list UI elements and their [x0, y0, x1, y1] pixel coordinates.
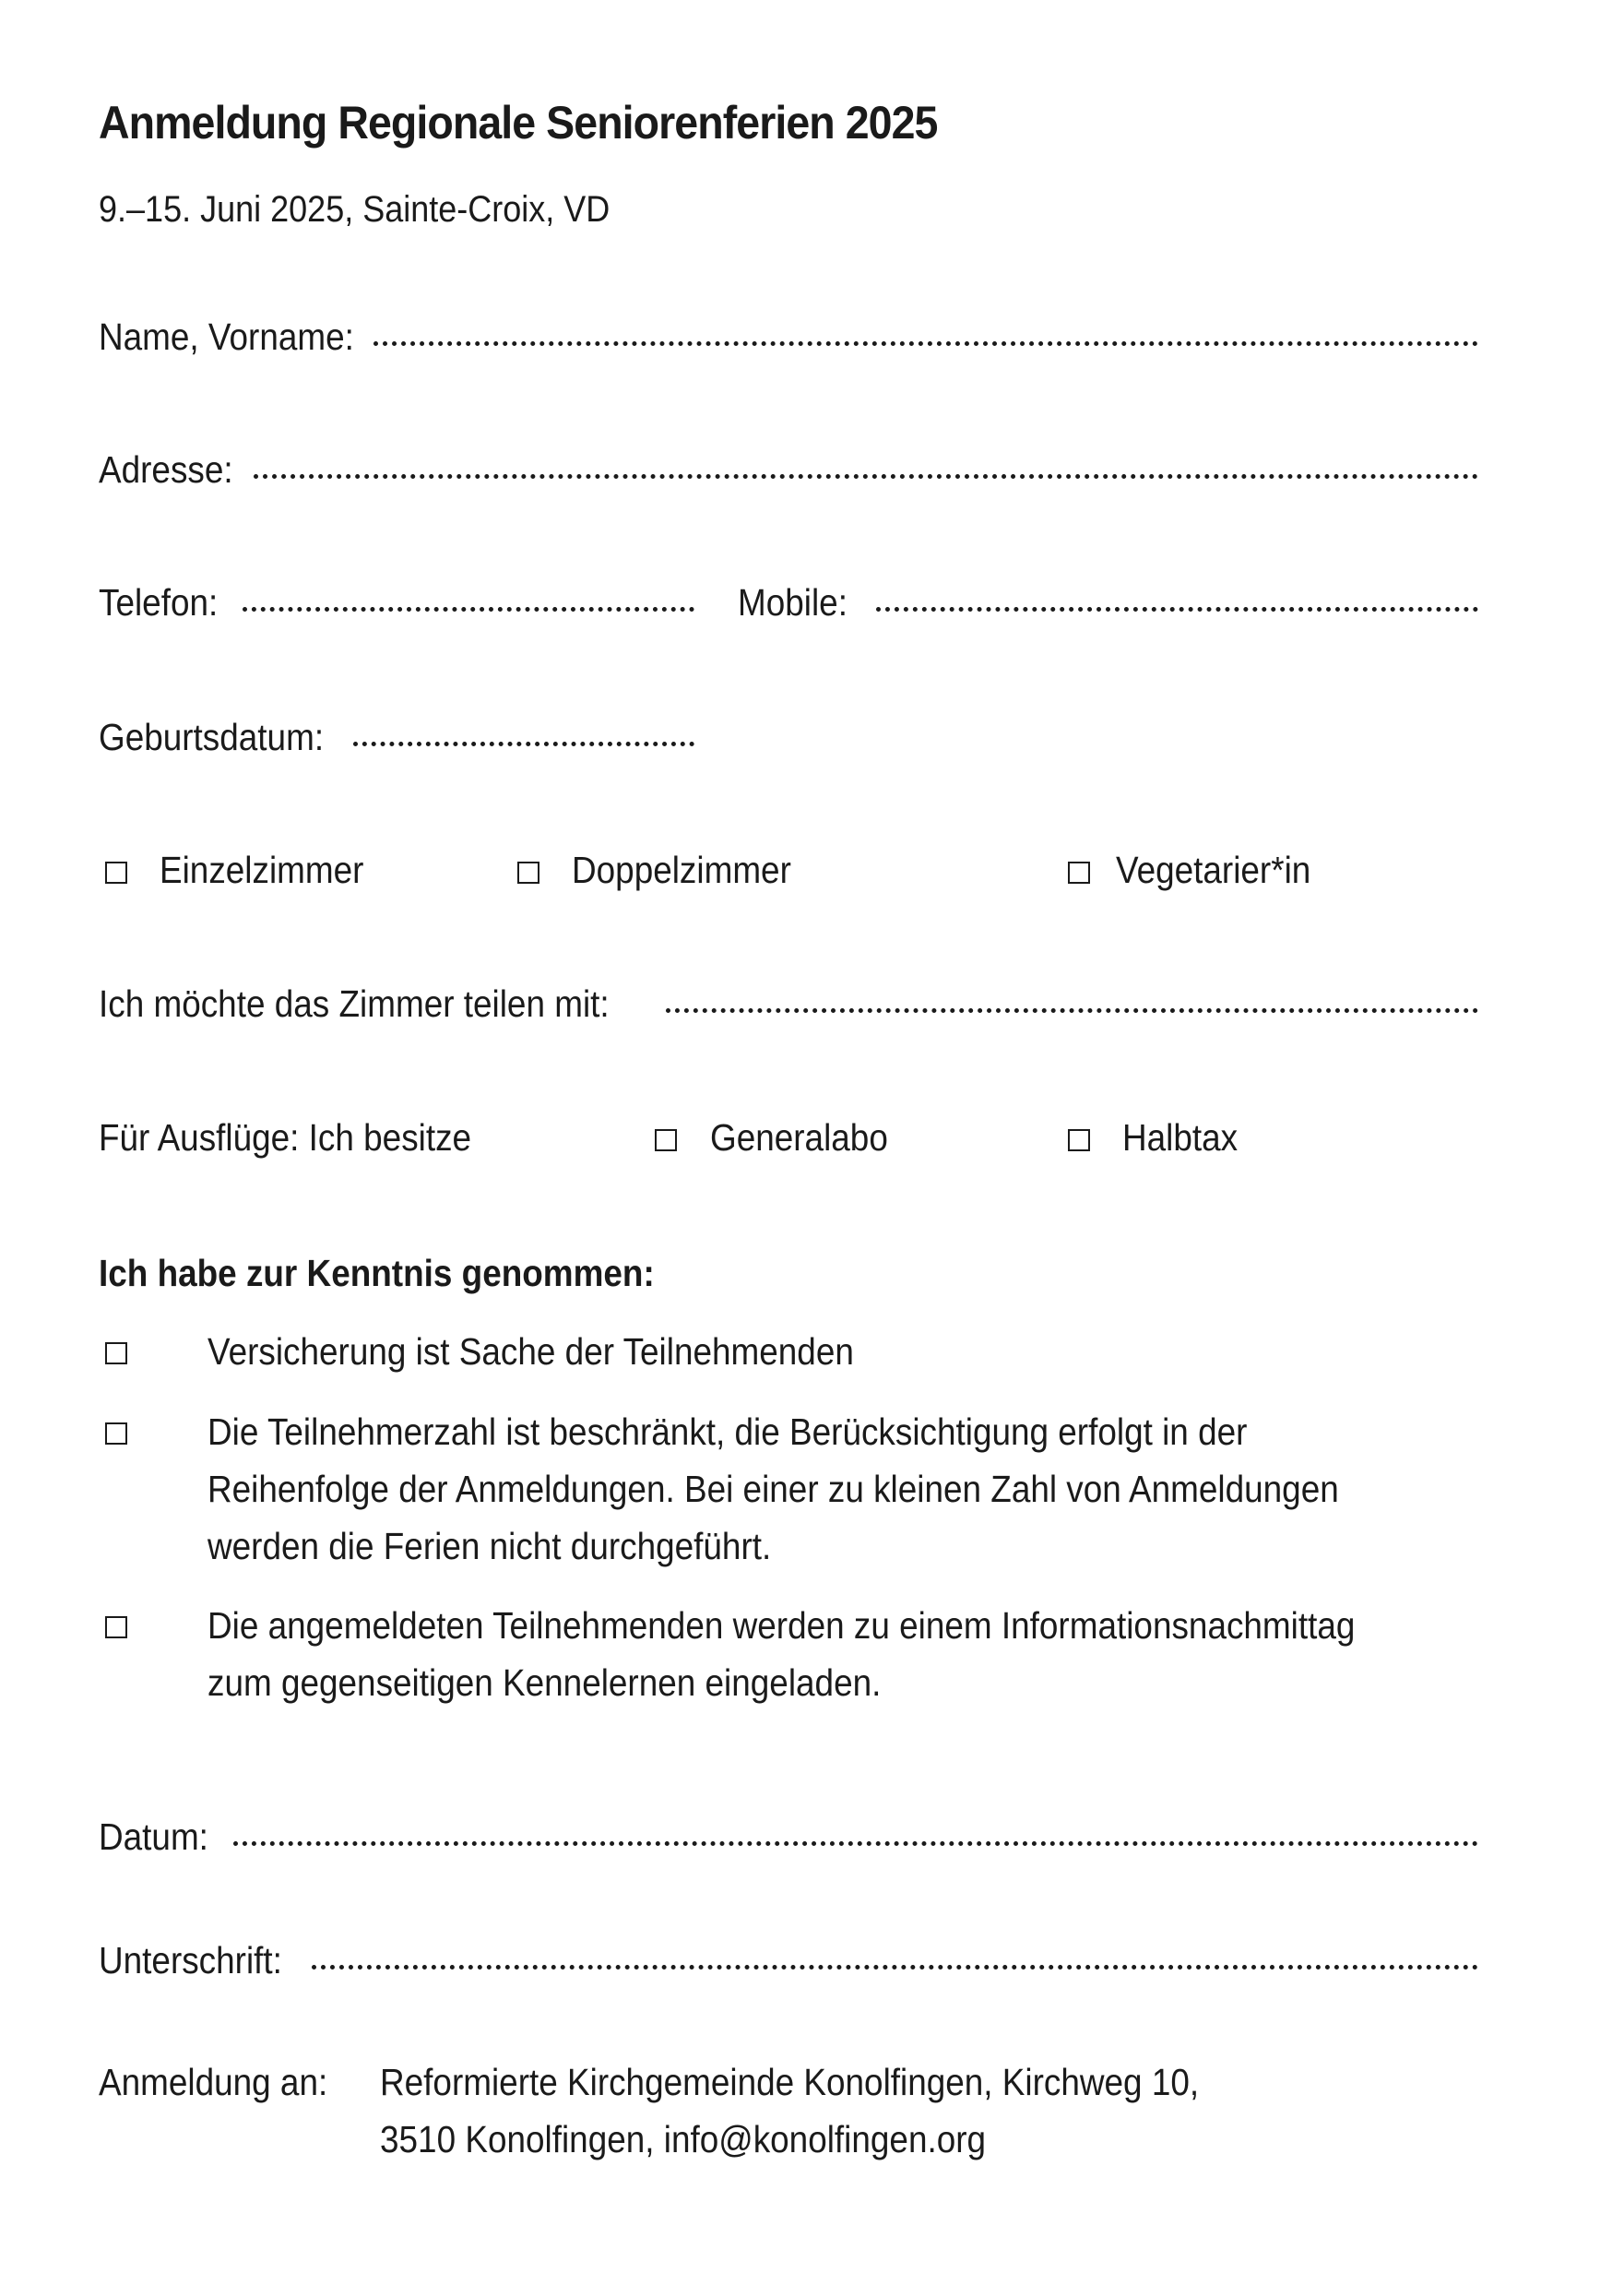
limited-participants-text-line2: Reihenfolge der Anmeldungen. Bei einer zu kleinen Zahl von Anmeldungen [207, 1468, 1339, 1510]
limited-participants-text-line3: werden die Ferien nicht durchgeführt. [207, 1525, 772, 1567]
event-date-location: 9.–15. Juni 2025, Sainte-Croix, VD [99, 189, 610, 230]
signature-label: Unterschrift: [99, 1939, 282, 1981]
double-room-checkbox[interactable] [517, 862, 539, 884]
signature-field[interactable] [312, 1965, 1478, 1970]
submit-to-label: Anmeldung an: [99, 2061, 328, 2103]
halbtax-checkbox[interactable] [1068, 1129, 1090, 1151]
single-room-checkbox[interactable] [105, 862, 127, 884]
vegetarian-label: Vegetarier*in [1116, 849, 1311, 891]
name-label: Name, Vorname: [99, 315, 354, 358]
date-label: Datum: [99, 1815, 208, 1858]
share-room-field[interactable] [666, 1008, 1478, 1013]
mobile-field[interactable] [876, 607, 1478, 612]
excursions-label: Für Ausflüge: Ich besitze [99, 1116, 472, 1159]
info-afternoon-text-line2: zum gegenseitigen Kennelernen eingeladen. [207, 1661, 882, 1704]
page-title: Anmeldung Regionale Seniorenferien 2025 [99, 97, 938, 149]
name-field[interactable] [373, 341, 1478, 346]
generalabo-label: Generalabo [710, 1116, 888, 1159]
acknowledgement-heading: Ich habe zur Kenntnis genommen: [99, 1252, 655, 1294]
birthdate-field[interactable] [353, 742, 694, 746]
phone-field[interactable] [243, 607, 694, 612]
single-room-label: Einzelzimmer [160, 849, 364, 891]
generalabo-checkbox[interactable] [655, 1129, 677, 1151]
info-afternoon-checkbox[interactable] [105, 1616, 127, 1638]
address-label: Adresse: [99, 448, 233, 491]
vegetarian-checkbox[interactable] [1068, 862, 1090, 884]
limited-participants-checkbox[interactable] [105, 1422, 127, 1445]
insurance-checkbox[interactable] [105, 1342, 127, 1364]
limited-participants-text-line1: Die Teilnehmerzahl ist beschränkt, die Berücksichtigung erfolgt in der [207, 1410, 1248, 1453]
share-room-label: Ich möchte das Zimmer teilen mit: [99, 982, 610, 1025]
halbtax-label: Halbtax [1122, 1116, 1239, 1159]
mobile-label: Mobile: [738, 581, 848, 624]
info-afternoon-text-line1: Die angemeldeten Teilnehmenden werden zu einem Informationsnachmittag [207, 1604, 1356, 1647]
insurance-text: Versicherung ist Sache der Teilnehmenden [207, 1330, 854, 1373]
phone-label: Telefon: [99, 581, 219, 624]
submit-to-address-line2: 3510 Konolfingen, info@konolfingen.org [380, 2118, 987, 2160]
date-field[interactable] [233, 1841, 1478, 1846]
double-room-label: Doppelzimmer [572, 849, 791, 891]
submit-to-address-line1: Reformierte Kirchgemeinde Konolfingen, Kirchweg 10, [380, 2061, 1200, 2103]
birthdate-label: Geburtsdatum: [99, 716, 325, 758]
address-field[interactable] [254, 474, 1478, 479]
